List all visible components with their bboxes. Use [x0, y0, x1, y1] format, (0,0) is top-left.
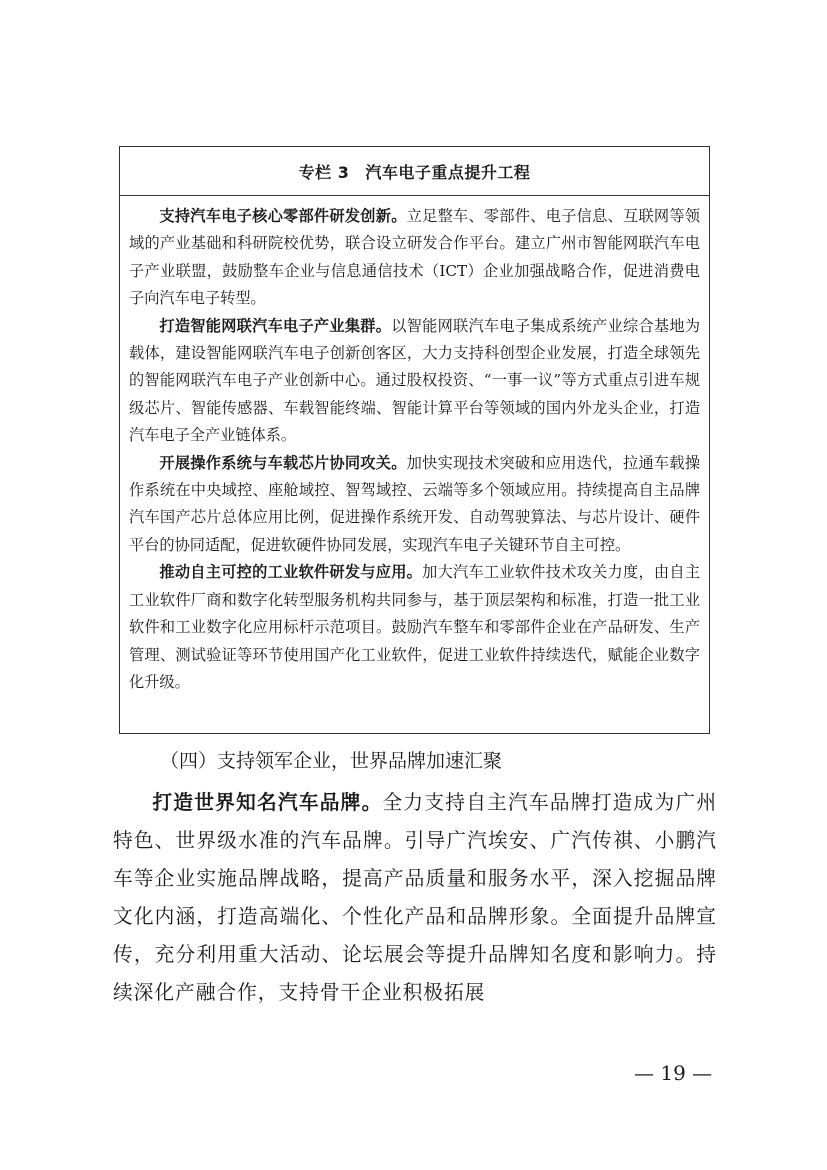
- column-number: 专栏 3: [298, 162, 350, 182]
- paragraph-lead: 打造智能网联汽车电子产业集群。: [159, 316, 392, 335]
- paragraph-lead: 推动自主可控的工业软件研发与应用。: [159, 563, 423, 582]
- paragraph-text: 立足整车、零部件、电子信息、互联网等领域的产业基础和科研院校优势，联合设立研发合作平台。建立广州市智能网联汽车电子产业联盟，鼓励整车企业与信息通信技术（ICT）企业加强战略合作，促进消费电子向汽车电子转型。: [129, 207, 701, 308]
- column-paragraph: [129, 313, 700, 450]
- section-heading: （四）支持领军企业，世界品牌加速汇聚: [160, 750, 503, 772]
- page-number: — 19 —: [634, 1061, 713, 1085]
- column-body: [120, 196, 709, 696]
- paragraph-lead: 支持汽车电子核心零部件研发创新。: [159, 207, 407, 225]
- paragraph-text: 以智能网联汽车电子集成系统产业综合基地为载体，建设智能网联汽车电子创新创客区，大力支持科创型企业发展，打造全球领先的智能网联汽车电子产业创新中心。通过股权投资、“一事一议”等方式重点引进车规级芯片、智能传感器、车载智能终端、智能计算平台等领域的国内外龙头企业，打造汽车电子全产业链体系。: [129, 316, 701, 445]
- body-lead: 打造世界知名汽车品牌。: [152, 791, 383, 814]
- column-box: [119, 146, 710, 734]
- column-paragraph: [129, 450, 700, 560]
- paragraph-text: 加快实现技术突破和应用迭代，拉通车载操作系统在中央域控、座舱域控、智驾域控、云端等多个领域应用。持续提高自主品牌汽车国产芯片总体应用比例，促进操作系统开发、自动驾驶算法、与芯片设计、硬件平台的协同适配，促进软硬件协同发展，实现汽车电子关键环节自主可控。: [129, 453, 701, 554]
- paragraph-text: 加大汽车工业软件技术攻关力度，由自主工业软件厂商和数字化转型服务机构共同参与，基于顶层架构和标准，打造一批工业软件和工业数字化应用标杆示范项目。鼓励汽车整车和零部件企业在产品研发、生产管理、测试验证等环节使用国产化工业软件，促进工业软件持续迭代，赋能企业数字化升级。: [129, 563, 701, 691]
- column-paragraph: [129, 203, 700, 313]
- column-title: [120, 147, 709, 196]
- column-paragraph: [129, 559, 700, 696]
- body-paragraph: [113, 784, 717, 1013]
- column-title-text: 汽车电子重点提升工程: [365, 162, 531, 182]
- paragraph-lead: 开展操作系统与车载芯片协同攻关。: [159, 453, 407, 472]
- body-text: 全力支持自主汽车品牌打造成为广州特色、世界级水准的汽车品牌。引导广汽埃安、广汽传祺、小鹏汽车等企业实施品牌战略，提高产品质量和服务水平，深入挖掘品牌文化内涵，打造高端化、个性化产品和品牌形象。全面提升品牌宣传，充分利用重大活动、论坛展会等提升品牌知名度和影响力。持续深化产融合作，支持骨干企业积极拓展: [113, 791, 718, 1005]
